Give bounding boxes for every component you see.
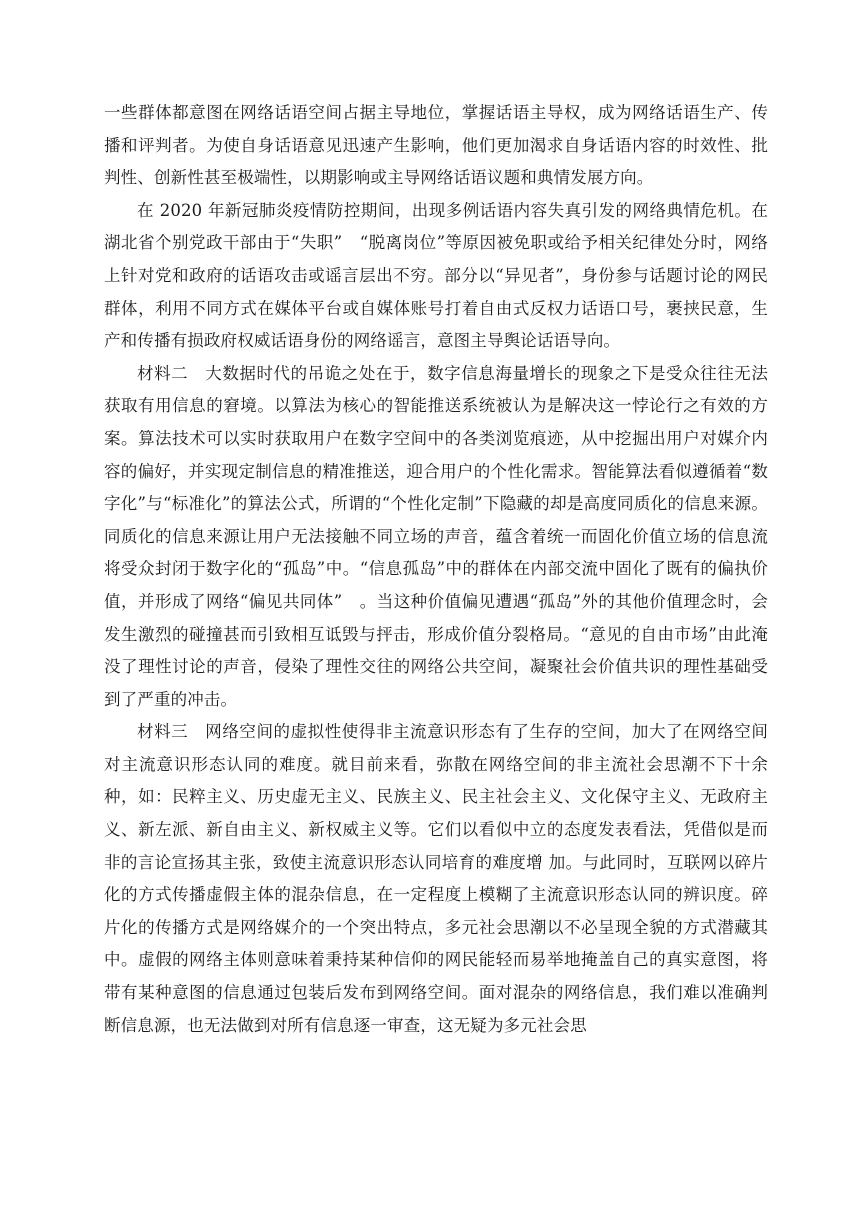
paragraph-material-three: 材料三 网络空间的虚拟性使得非主流意识形态有了生存的空间，加大了在网络空间对主流意识形态认同的难度。就目前来看，弥散在网络空间的非主流社会思潮不下十余种，如：民粹主义、历史虚无主义、民族主义、民主社会主义、文化保守主义、无政府主义、新左派、新自由主义、新权威主义等。它们以看似中立的态度发表看法，凭借似是而非的言论宣扬其主张，致使主流意识形态认同培育的难度增 加。与此同时，互联网以碎片化的方式传播虚假主体的混杂信息，在一定程度上模糊了主流意识形态认同的辨识度。碎片化的传播方式是网络媒介的一个突出特点，多元社会思潮以不必呈现全貌的方式潜藏其中。虚假的网络主体则意味着秉持某种信仰的网民能轻而易举地掩盖自己的真实意图，将带有某种意图的信息通过包装后发布到网络空间。面对混杂的网络信息，我们难以准确判断信息源，也无法做到对所有信息逐一审查，这无疑为多元社会思 [104, 722, 768, 1035]
paragraph-covid-example: 在 2020 年新冠肺炎疫情防控期间，出现多例话语内容失真引发的网络典情危机。在湖北省个别党政干部由于“失职” “脱离岗位”等原因被免职或给予相关纪律处分时，网络上针对党和政府的话语攻击或谣言层出不穷。部分以“异见者”，身份参与话题讨论的网民群体，利用不同方式在媒体平台或自媒体账号打着自由式反权力话语口号，裹挟民意，生产和传播有损政府权威话语身份的网络谣言，意图主导舆论话语导向。 [104, 200, 768, 351]
paragraph-intro-continuation: 一些群体都意图在网络话语空间占据主导地位，掌握话语主导权，成为网络话语生产、传播和评判者。为使自身话语意见迅速产生影响，他们更加渴求自身话语内容的时效性、批判性、创新性甚至极端性，以期影响或主导网络话语议题和典情发展方向。 [104, 103, 768, 188]
document-body [104, 97, 768, 1042]
paragraph-material-two: 材料二 大数据时代的吊诡之处在于，数字信息海量增长的现象之下是受众往往无法获取有用信息的窘境。以算法为核心的智能推送系统被认为是解决这一悖论行之有效的方案。算法技术可以实时获取用户在数字空间中的各类浏览痕迹，从中挖掘出用户对媒介内容的偏好，并实现定制信息的精准推送，迎合用户的个性化需求。智能算法看似遵循着“数字化”与“标准化”的算法公式，所谓的“个性化定制”下隐藏的却是高度同质化的信息来源。同质化的信息来源让用户无法接触不同立场的声音，蕴含着统一而固化价值立场的信息流将受众封闭于数字化的“孤岛”中。“信息孤岛”中的群体在内部交流中固化了既有的偏执价值，并形成了网络“偏见共同体” 。当这种价值偏见遭遇“孤岛”外的其他价值理念时，会发生激烈的碰撞甚而引致相互诋毁与抨击，形成价值分裂格局。“意见的自由市场”由此淹没了理性讨论的声音，侵染了理性交往的网络公共空间，凝聚社会价值共识的理性基础受到了严重的冲击。 [104, 363, 768, 709]
